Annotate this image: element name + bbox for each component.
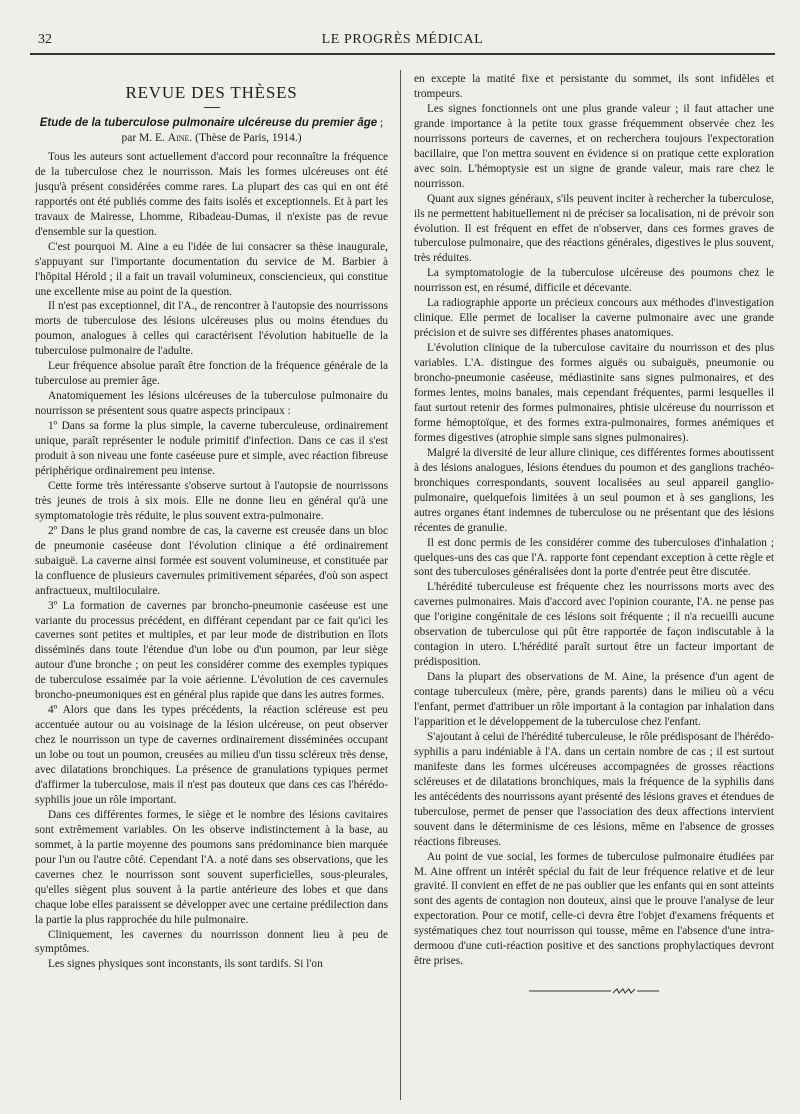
paragraph: 4º Alors que dans les types précédents, la réaction scléreuse est peu accentuée autour ou au voisinage de la lésion ulcéreuse, on peut observer chez le nourrisson un type de cavernes ordinairement disséminées occupant un lobe ou tout un poumon, creusées au milieu d'un tissu scléreux très dense, avec dilatations bronchiques. La présence de granulations typiques permet d'affirmer la tuberculose, mais il n'est pas douteux que dans ces cas l'hérédo-syphilis joue un rôle important. [35, 704, 388, 806]
paragraph: Malgré la diversité de leur allure clinique, ces différentes formes aboutissent à des lésions analogues, lésions étendues du poumon et des ganglions trachéo-bronchiques correspondants, souvent localisées au seul appareil ganglio-pulmonaire, quelquefois limitées à un seul poumon et à ses ganglions, les autres organes étant indemnes de tuberculose ou ne présentant que des lésions récentes de granulie. [414, 446, 774, 534]
paragraph: Les signes physiques sont inconstants, ils sont tardifs. Si l'on [48, 958, 323, 971]
thesis-heading [35, 116, 388, 146]
paragraph: Quant aux signes généraux, s'ils peuvent inciter à rechercher la tuberculose, ils ne permettent habituellement ni de préciser sa localisation, ni de prévoir son évolution. Il est fréquent en effet de n'observer, dans ces formes graves de tuberculose pulmonaire, que des réactions générales, digestives le plus souvent, très réduites. [414, 192, 774, 265]
left-column [35, 82, 388, 972]
paragraph: La symptomatologie de la tuberculose ulcéreuse des poumons chez le nourrisson est, en résumé, difficile et décevante. [414, 267, 774, 295]
end-ornament [529, 987, 659, 995]
paragraph: Cette forme très intéressante s'observe surtout à l'autopsie de nourrissons très jeunes de trois à six mois. Elle ne donne lieu en général qu'à une symptomatologie très réduite, le plus souvent extra-pulmonaire. [35, 479, 388, 522]
thesis-author: Aine [167, 131, 190, 144]
paragraph: 1º Dans sa forme la plus simple, la caverne tuberculeuse, ordinairement unique, paraît représenter le nodule primitif d'infection. Dans ce cas il s'est produit à son niveau une fonte caséeuse pure et simple, avec réaction fibreuse périphérique ordinairement peu intense. [35, 420, 388, 477]
thesis-source: . (Thèse de Paris, 1914.) [189, 131, 302, 144]
paragraph: Il n'est pas exceptionnel, dit l'A., de rencontrer à l'autopsie des nourrissons morts de tuberculose des lésions ulcéreuses plus ou moins étendues du poumon, analogues à celles qui caractérisent l'évolution habituelle de la tuberculose pulmonaire de l'adulte. [35, 300, 388, 358]
right-column [414, 72, 774, 995]
section-title: REVUE DES THÈSES [125, 83, 298, 102]
header-rule [30, 53, 775, 55]
page-header [30, 28, 775, 52]
paragraph: 3º La formation de cavernes par broncho-pneumonie caséeuse est une variante du processus précédent, en différant cependant par ce fait qu'ici les cavernes sont petites et multiples, et par leur mode de distribution en îlots disséminés dans toute l'étendue d'un lobe ou d'un poumon, par leur siège autour d'une bronche ; on peut les considérer comme des exemples typiques de tuberculose essaimée par la voie aérienne. L'évolution de ces cavernules broncho-pneumoniques est en général plus rapide que dans les autres formes. [35, 599, 388, 702]
paragraph: 2º Dans le plus grand nombre de cas, la caverne est creusée dans un bloc de pneumonie caséeuse dont l'évolution clinique a été ordinairement subaiguë. La caverne ainsi formée est souvent volumineuse, et constituée par la confluence de plusieurs cavernules primitivement séparées, d'où son aspect anfractueux, multiloculaire. [35, 524, 388, 597]
paragraph-continuation: en excepte la matité fixe et persistante du sommet, ils sont infidèles et trompeurs. [414, 73, 774, 100]
paragraph: Il est donc permis de les considérer comme des tuberculoses d'inhalation ; quelques-uns des cas que l'A. rapporte font cependant exception à cette règle et sont des tuberculoses généralisées dont la porte d'entrée peut être discutée. [414, 536, 774, 579]
thesis-title: Etude de la tuberculose pulmonaire ulcéreuse du premier âge [39, 116, 378, 129]
journal-title: LE PROGRÈS MÉDICAL [321, 32, 484, 47]
paragraph: Leur fréquence absolue paraît être fonction de la fréquence générale de la tuberculose au premier âge. [35, 360, 388, 388]
paragraph: Au point de vue social, les formes de tuberculose pulmonaire étudiées par M. Aine offrent un intérêt spécial du fait de leur fréquence relative et de leur gravité. Il convient en effet de ne pas oublier que les enfants qui en sont atteints sont des agents de contagion non douteux, ainsi que le prouve l'analyse de leur expectoration. Pour ce motif, celle-ci devra être l'objet d'examens fréquents et systématiques chez tout nourrisson qui tousse, même en l'absence d'une intra-dermoou d'une cuti-réaction positive et des sanctions prophylactiques devront être prises. [414, 850, 774, 968]
paragraph: L'évolution clinique de la tuberculose cavitaire du nourrisson et des plus variables. L'A. distingue des formes aiguës ou subaiguës, pneumonie ou broncho-pneumonie caséeuse, médiastinite sans signes pulmonaires, et des formes lentes, moins banales, mais cependant fréquentes, parmi lesquelles il faut surtout retenir des formes pulmonaires, phtisie ulcéreuse du nourrisson et forme hémoptoïque, et des formes extra-pulmonaires, formes anémiques et formes digestives (atrophie simple sans signes pulmonaires). [414, 342, 774, 444]
paragraph: Dans la plupart des observations de M. Aine, la présence d'un agent de contage tuberculeux (mère, père, grands parents) dans le milieu où a vécu l'enfant, permet d'attribuer un rôle important à la contagion par inhalation dans l'apparition et le développement de la tuberculose chez l'enfant. [414, 671, 774, 728]
paragraph: C'est pourquoi M. Aine a eu l'idée de lui consacrer sa thèse inaugurale, s'appuyant sur l'importante documentation du service de M. Barbier à l'hôpital Hérold ; il a fait un travail volumineux, consciencieux, qui constitue une excellente mise au point de la question. [35, 240, 388, 298]
paragraph: Tous les auteurs sont actuellement d'accord pour reconnaître la fréquence de la tuberculose chez le nourrisson. Mais les formes ulcéreuses ont été jusqu'à présent considérées comme rares. La plupart des cas qui en ont été rapportés ont été publiés comme des faits isolés et exceptionnels. Et à part les travaux de Mairesse, Lhomme, Ribadeau-Dumas, il n'existe pas de revue d'ensemble sur la question. [35, 150, 388, 238]
page-number: 32 [38, 32, 52, 47]
paragraph: S'ajoutant à celui de l'hérédité tuberculeuse, le rôle prédisposant de l'hérédo-syphilis a paru indéniable à l'A. dans un certain nombre de cas ; il est surtout manifeste dans les formes ulcéreuses accompagnées de grosses réactions scléreuses et de dilatations bronchiques, mais la fréquence de la syphilis dans les antécédents des nourrissons ayant présenté des lésions graves et étendues de tuberculose, permet de penser que l'association des deux affections intervient souvent dans le déterminisme de ces lésions, même en l'absence de grosses réactions fibreuses. [414, 730, 774, 848]
title-rule [204, 107, 220, 108]
column-divider [400, 70, 401, 1100]
thesis-author-prefix: ; par M. E. [121, 116, 384, 144]
paragraph: Dans ces différentes formes, le siège et le nombre des lésions cavitaires sont extrêmement variables. On les observe indistinctement à la base, au sommet, à la partie moyenne des poumons sans prédominance bien marquée pour l'un ou l'autre côté. Cependant l'A. a noté dans ses observations, que les cavernes chez le nourrisson sont souvent superficielles, sous-pleurales, qu'elles siègent plus souvent à la partie antérieure des lobes et que dans chaque lobe elles paraissent se développer avec une certaine prédilection dans la partie la plus rapprochée du hile pulmonaire. [35, 808, 388, 926]
paragraph: Les signes fonctionnels ont une plus grande valeur ; il faut attacher une grande importance à la petite toux grasse fréquemment observée chez les nourrissons porteurs de cavernes, et on recherchera toujours l'expectoration bacillaire, que l'on mettra souvent en évidence si on pratique cette exploration avec soin. L'hémoptysie est un signe de grande valeur, mais rare chez le nourrisson. [414, 102, 774, 190]
paragraph: La radiographie apporte un précieux concours aux méthodes d'investigation clinique. Elle permet de localiser la caverne pulmonaire avec une grande précision et de suivre ses différentes phases anatomiques. [414, 297, 774, 340]
paragraph: L'hérédité tuberculeuse est fréquente chez les nourrissons morts avec des cavernes pulmonaires. Mais d'accord avec l'opinion courante, l'A. ne pense pas que l'origine congénitale de ces lésions soit fréquente ; il n'a recueilli aucune observation de tuberculose qui pût être rapportée de façon indiscutable à la contagion in utero. L'hérédité paraît surtout être un facteur important de prédisposition. [414, 581, 774, 669]
paragraph: Cliniquement, les cavernes du nourrisson donnent lieu à peu de symptômes. [35, 928, 388, 956]
paragraph: Anatomiquement les lésions ulcéreuses de la tuberculose pulmonaire du nourrisson se présentent sous quatre aspects principaux : [35, 390, 388, 418]
